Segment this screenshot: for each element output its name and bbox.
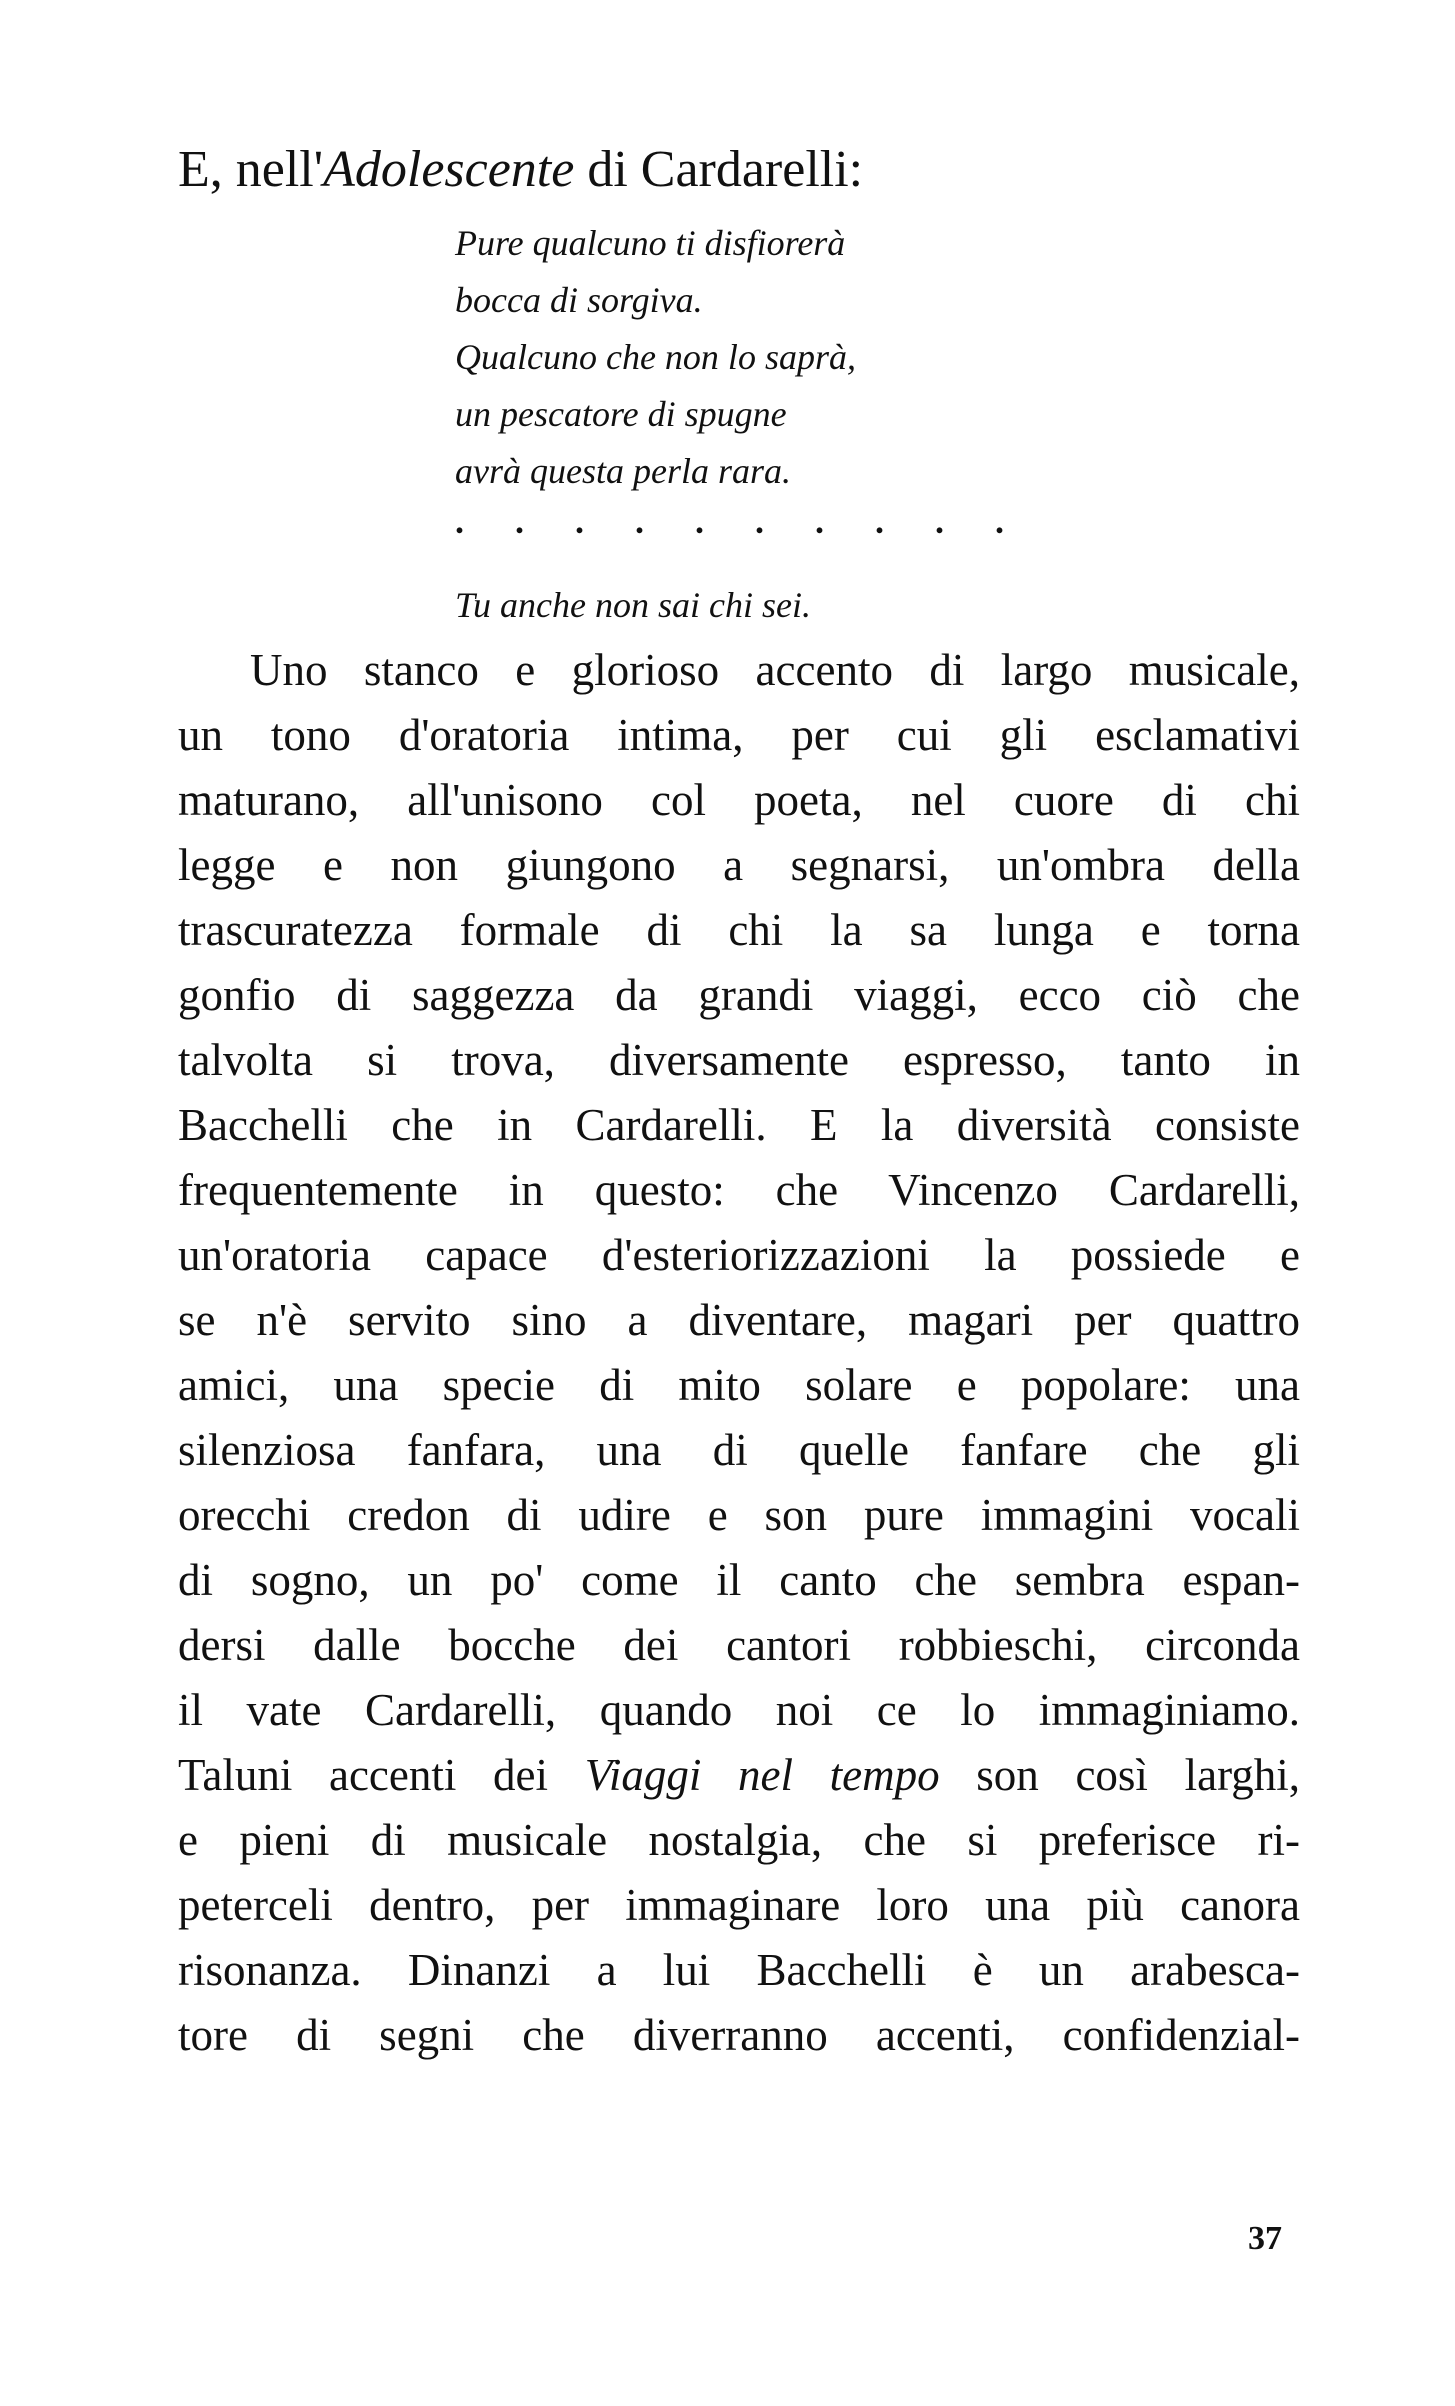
- paragraph-line: trascuratezza formale di chi la sa lunga e torna: [178, 905, 1300, 955]
- paragraph-line: se n'è servito sino a diventare, magari per quattro: [178, 1295, 1300, 1345]
- poem-line: un pescatore di spugne: [455, 394, 787, 434]
- paragraph-line: dersi dalle bocche dei cantori robbieschi, circonda: [178, 1620, 1300, 1670]
- poem-line: Qualcuno che non lo saprà,: [455, 337, 856, 377]
- paragraph-line: gonfio di saggezza da grandi viaggi, ecco ciò che: [178, 970, 1300, 1020]
- paragraph-line: il vate Cardarelli, quando noi ce lo immaginiamo.: [178, 1685, 1300, 1735]
- paragraph-line-with-title: [178, 1743, 1300, 1808]
- book-title: Viaggi nel tempo: [584, 1750, 940, 1800]
- paragraph-line: peterceli dentro, per immaginare loro una più canora: [178, 1880, 1300, 1930]
- paragraph-line: tore di segni che diverranno accenti, confidenzial-: [178, 2010, 1300, 2060]
- poem-line: avrà questa perla rara.: [455, 451, 791, 491]
- line-text: Taluni accenti dei: [178, 1750, 585, 1800]
- body-paragraph: [178, 638, 1300, 2068]
- line-text: son così larghi,: [939, 1750, 1300, 1800]
- page-number: 37: [1248, 2220, 1282, 2257]
- paragraph-line: Bacchelli che in Cardarelli. E la diversità consiste: [178, 1100, 1300, 1150]
- intro-prefix: E, nell': [178, 141, 324, 198]
- poem-ellipsis: . . . . . . . . . .: [455, 501, 1025, 541]
- intro-suffix: di Cardarelli:: [574, 141, 864, 198]
- paragraph-line: Uno stanco e glorioso accento di largo musicale,: [250, 645, 1300, 695]
- intro-title: Adolescente: [323, 141, 575, 198]
- paragraph-line: un'oratoria capace d'esteriorizzazioni la possiede e: [178, 1230, 1300, 1280]
- paragraph-line: silenziosa fanfara, una di quelle fanfare che gli: [178, 1425, 1300, 1475]
- paragraph-line: talvolta si trova, diversamente espresso, tanto in: [178, 1035, 1300, 1085]
- paragraph-line: amici, una specie di mito solare e popolare: una: [178, 1360, 1300, 1410]
- paragraph-line: frequentemente in questo: che Vincenzo Cardarelli,: [178, 1165, 1300, 1215]
- poem-line: bocca di sorgiva.: [455, 280, 703, 320]
- paragraph-line: legge e non giungono a segnarsi, un'ombra della: [178, 840, 1300, 890]
- paragraph-line: risonanza. Dinanzi a lui Bacchelli è un arabesca-: [178, 1945, 1300, 1995]
- paragraph-line: orecchi credon di udire e son pure immagini vocali: [178, 1490, 1300, 1540]
- paragraph-line: un tono d'oratoria intima, per cui gli esclamativi: [178, 710, 1300, 760]
- intro-line: [178, 138, 863, 202]
- poem-quote: [455, 215, 1075, 634]
- paragraph-line: e pieni di musicale nostalgia, che si preferisce ri-: [178, 1815, 1300, 1865]
- paragraph-line: maturano, all'unisono col poeta, nel cuore di chi: [178, 775, 1300, 825]
- poem-last-line: Tu anche non sai chi sei.: [455, 585, 811, 625]
- paragraph-line: di sogno, un po' come il canto che sembra espan-: [178, 1555, 1300, 1605]
- poem-line: Pure qualcuno ti disfiorerà: [455, 223, 846, 263]
